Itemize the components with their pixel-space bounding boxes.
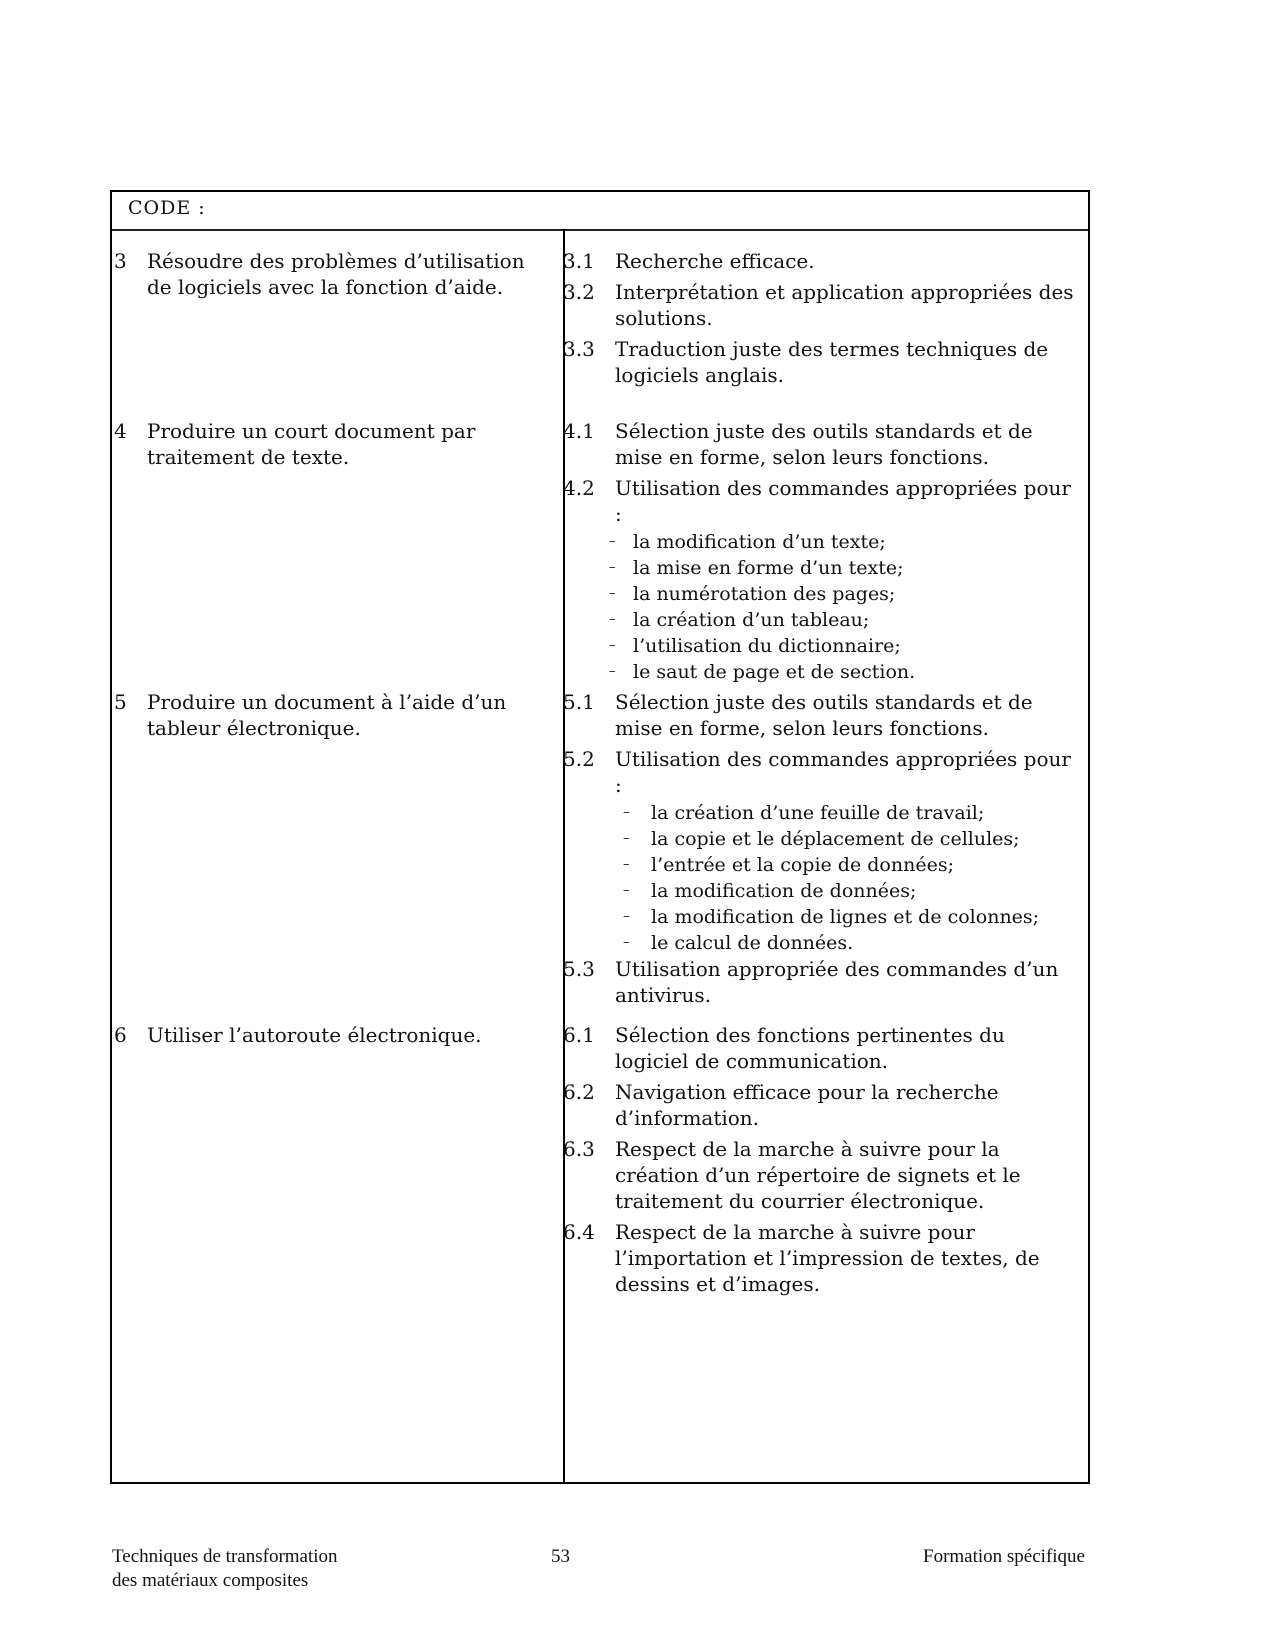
- criterion-text: Traduction juste des termes techniques de logiciels anglais.: [615, 337, 1049, 387]
- dash-bullet: –: [609, 534, 616, 549]
- sub-item: [563, 555, 1083, 581]
- footer-left-line2: des matériaux composites: [112, 1570, 309, 1591]
- criterion-text: Sélection des fonctions pertinentes du logiciel de communication.: [615, 1023, 1005, 1073]
- criterion-4-1: [563, 418, 1083, 470]
- criterion-text: Utilisation des commandes appropriées pour :: [615, 476, 1071, 526]
- sub-item-text: l’utilisation du dictionnaire;: [633, 635, 901, 657]
- criterion-text: Respect de la marche à suivre pour la création d’un répertoire de signets et le traitement du courrier électronique.: [615, 1137, 1021, 1213]
- dash-bullet: –: [609, 638, 616, 653]
- dash-bullet: –: [609, 586, 616, 601]
- criterion-4-2: [563, 475, 1083, 527]
- sub-item: [563, 607, 1083, 633]
- criterion-text: Utilisation appropriée des commandes d’un antivirus.: [615, 957, 1059, 1007]
- criterion-number: 5.3: [563, 957, 595, 981]
- criterion-number: 3.3: [563, 337, 595, 361]
- competency-text: Utiliser l’autoroute électronique.: [147, 1023, 482, 1047]
- criterion-3-1: [563, 248, 1083, 274]
- dash-bullet: –: [623, 857, 630, 872]
- sub-item-text: l’entrée et la copie de données;: [651, 854, 954, 876]
- sub-item: [563, 581, 1083, 607]
- criterion-number: 6.4: [563, 1220, 595, 1244]
- criteria-4: [563, 418, 1083, 685]
- footer-section: Formation spécifique: [923, 1546, 1085, 1567]
- criterion-text: Sélection juste des outils standards et de mise en forme, selon leurs fonctions.: [615, 690, 1033, 740]
- criterion-number: 6.2: [563, 1080, 595, 1104]
- sub-item-text: la modification d’un texte;: [633, 531, 886, 553]
- criterion-number: 3.2: [563, 280, 595, 304]
- criterion-6-1: [563, 1022, 1083, 1074]
- footer-left-line1: Techniques de transformation: [112, 1546, 338, 1567]
- criterion-text: Interprétation et application appropriées des solutions.: [615, 280, 1074, 330]
- sub-item-text: le calcul de données.: [651, 932, 854, 954]
- sub-item: [563, 659, 1083, 685]
- criterion-6-3: [563, 1136, 1083, 1214]
- criterion-number: 4.2: [563, 476, 595, 500]
- dash-bullet: –: [609, 664, 616, 679]
- criteria-5: [563, 689, 1083, 1013]
- criterion-text: Respect de la marche à suivre pour l’importation et l’impression de textes, de dessins et d’images.: [615, 1220, 1040, 1296]
- dash-bullet: –: [609, 560, 616, 575]
- criterion-3-2: [563, 279, 1083, 331]
- competency-text: Résoudre des problèmes d’utilisation de logiciels avec la fonction d’aide.: [147, 249, 525, 299]
- sub-item: [563, 633, 1083, 659]
- sub-item: [563, 904, 1083, 930]
- sub-item-text: le saut de page et de section.: [633, 661, 916, 683]
- footer-program-title: [112, 1545, 338, 1593]
- competency-number: 6: [114, 1023, 127, 1047]
- code-label: CODE :: [128, 197, 206, 219]
- criterion-5-1: [563, 689, 1083, 741]
- sub-item: [563, 852, 1083, 878]
- criteria-6: [563, 1022, 1083, 1302]
- sub-item-text: la mise en forme d’un texte;: [633, 557, 904, 579]
- criterion-6-2: [563, 1079, 1083, 1131]
- criterion-text: Utilisation des commandes appropriées pour :: [615, 747, 1071, 797]
- criterion-text: Navigation efficace pour la recherche d’information.: [615, 1080, 999, 1130]
- criterion-number: 6.1: [563, 1023, 595, 1047]
- page-number: 53: [551, 1546, 570, 1567]
- criterion-number: 5.2: [563, 747, 595, 771]
- sub-item-text: la création d’une feuille de travail;: [651, 802, 985, 824]
- criterion-6-4: [563, 1219, 1083, 1297]
- criterion-3-3: [563, 336, 1083, 388]
- sub-item: [563, 826, 1083, 852]
- competency-text: Produire un document à l’aide d’un tableur électronique.: [147, 690, 507, 740]
- competency-table: [110, 190, 1090, 1484]
- sub-item-text: la numérotation des pages;: [633, 583, 896, 605]
- dash-bullet: –: [623, 935, 630, 950]
- criterion-text: Sélection juste des outils standards et de mise en forme, selon leurs fonctions.: [615, 419, 1033, 469]
- sub-item: [563, 800, 1083, 826]
- sub-item: [563, 529, 1083, 555]
- criterion-5-3: [563, 956, 1083, 1008]
- dash-bullet: –: [609, 612, 616, 627]
- dash-bullet: –: [623, 883, 630, 898]
- dash-bullet: –: [623, 805, 630, 820]
- criterion-5-2: [563, 746, 1083, 798]
- sub-item-text: la modification de lignes et de colonnes;: [651, 906, 1040, 928]
- dash-bullet: –: [623, 831, 630, 846]
- criterion-number: 3.1: [563, 249, 595, 273]
- sub-item: [563, 930, 1083, 956]
- criterion-number: 5.1: [563, 690, 595, 714]
- sub-item-text: la création d’un tableau;: [633, 609, 870, 631]
- competency-number: 3: [114, 249, 127, 273]
- dash-bullet: –: [623, 909, 630, 924]
- competency-text: Produire un court document par traitement de texte.: [147, 419, 476, 469]
- sub-item-text: la copie et le déplacement de cellules;: [651, 828, 1020, 850]
- criterion-number: 6.3: [563, 1137, 595, 1161]
- criterion-text: Recherche efficace.: [615, 249, 815, 273]
- criteria-3: [563, 248, 1083, 393]
- criterion-number: 4.1: [563, 419, 595, 443]
- sub-item: [563, 878, 1083, 904]
- code-header-row: [112, 192, 1088, 231]
- sub-item-text: la modification de données;: [651, 880, 917, 902]
- competency-number: 5: [114, 690, 127, 714]
- competency-number: 4: [114, 419, 127, 443]
